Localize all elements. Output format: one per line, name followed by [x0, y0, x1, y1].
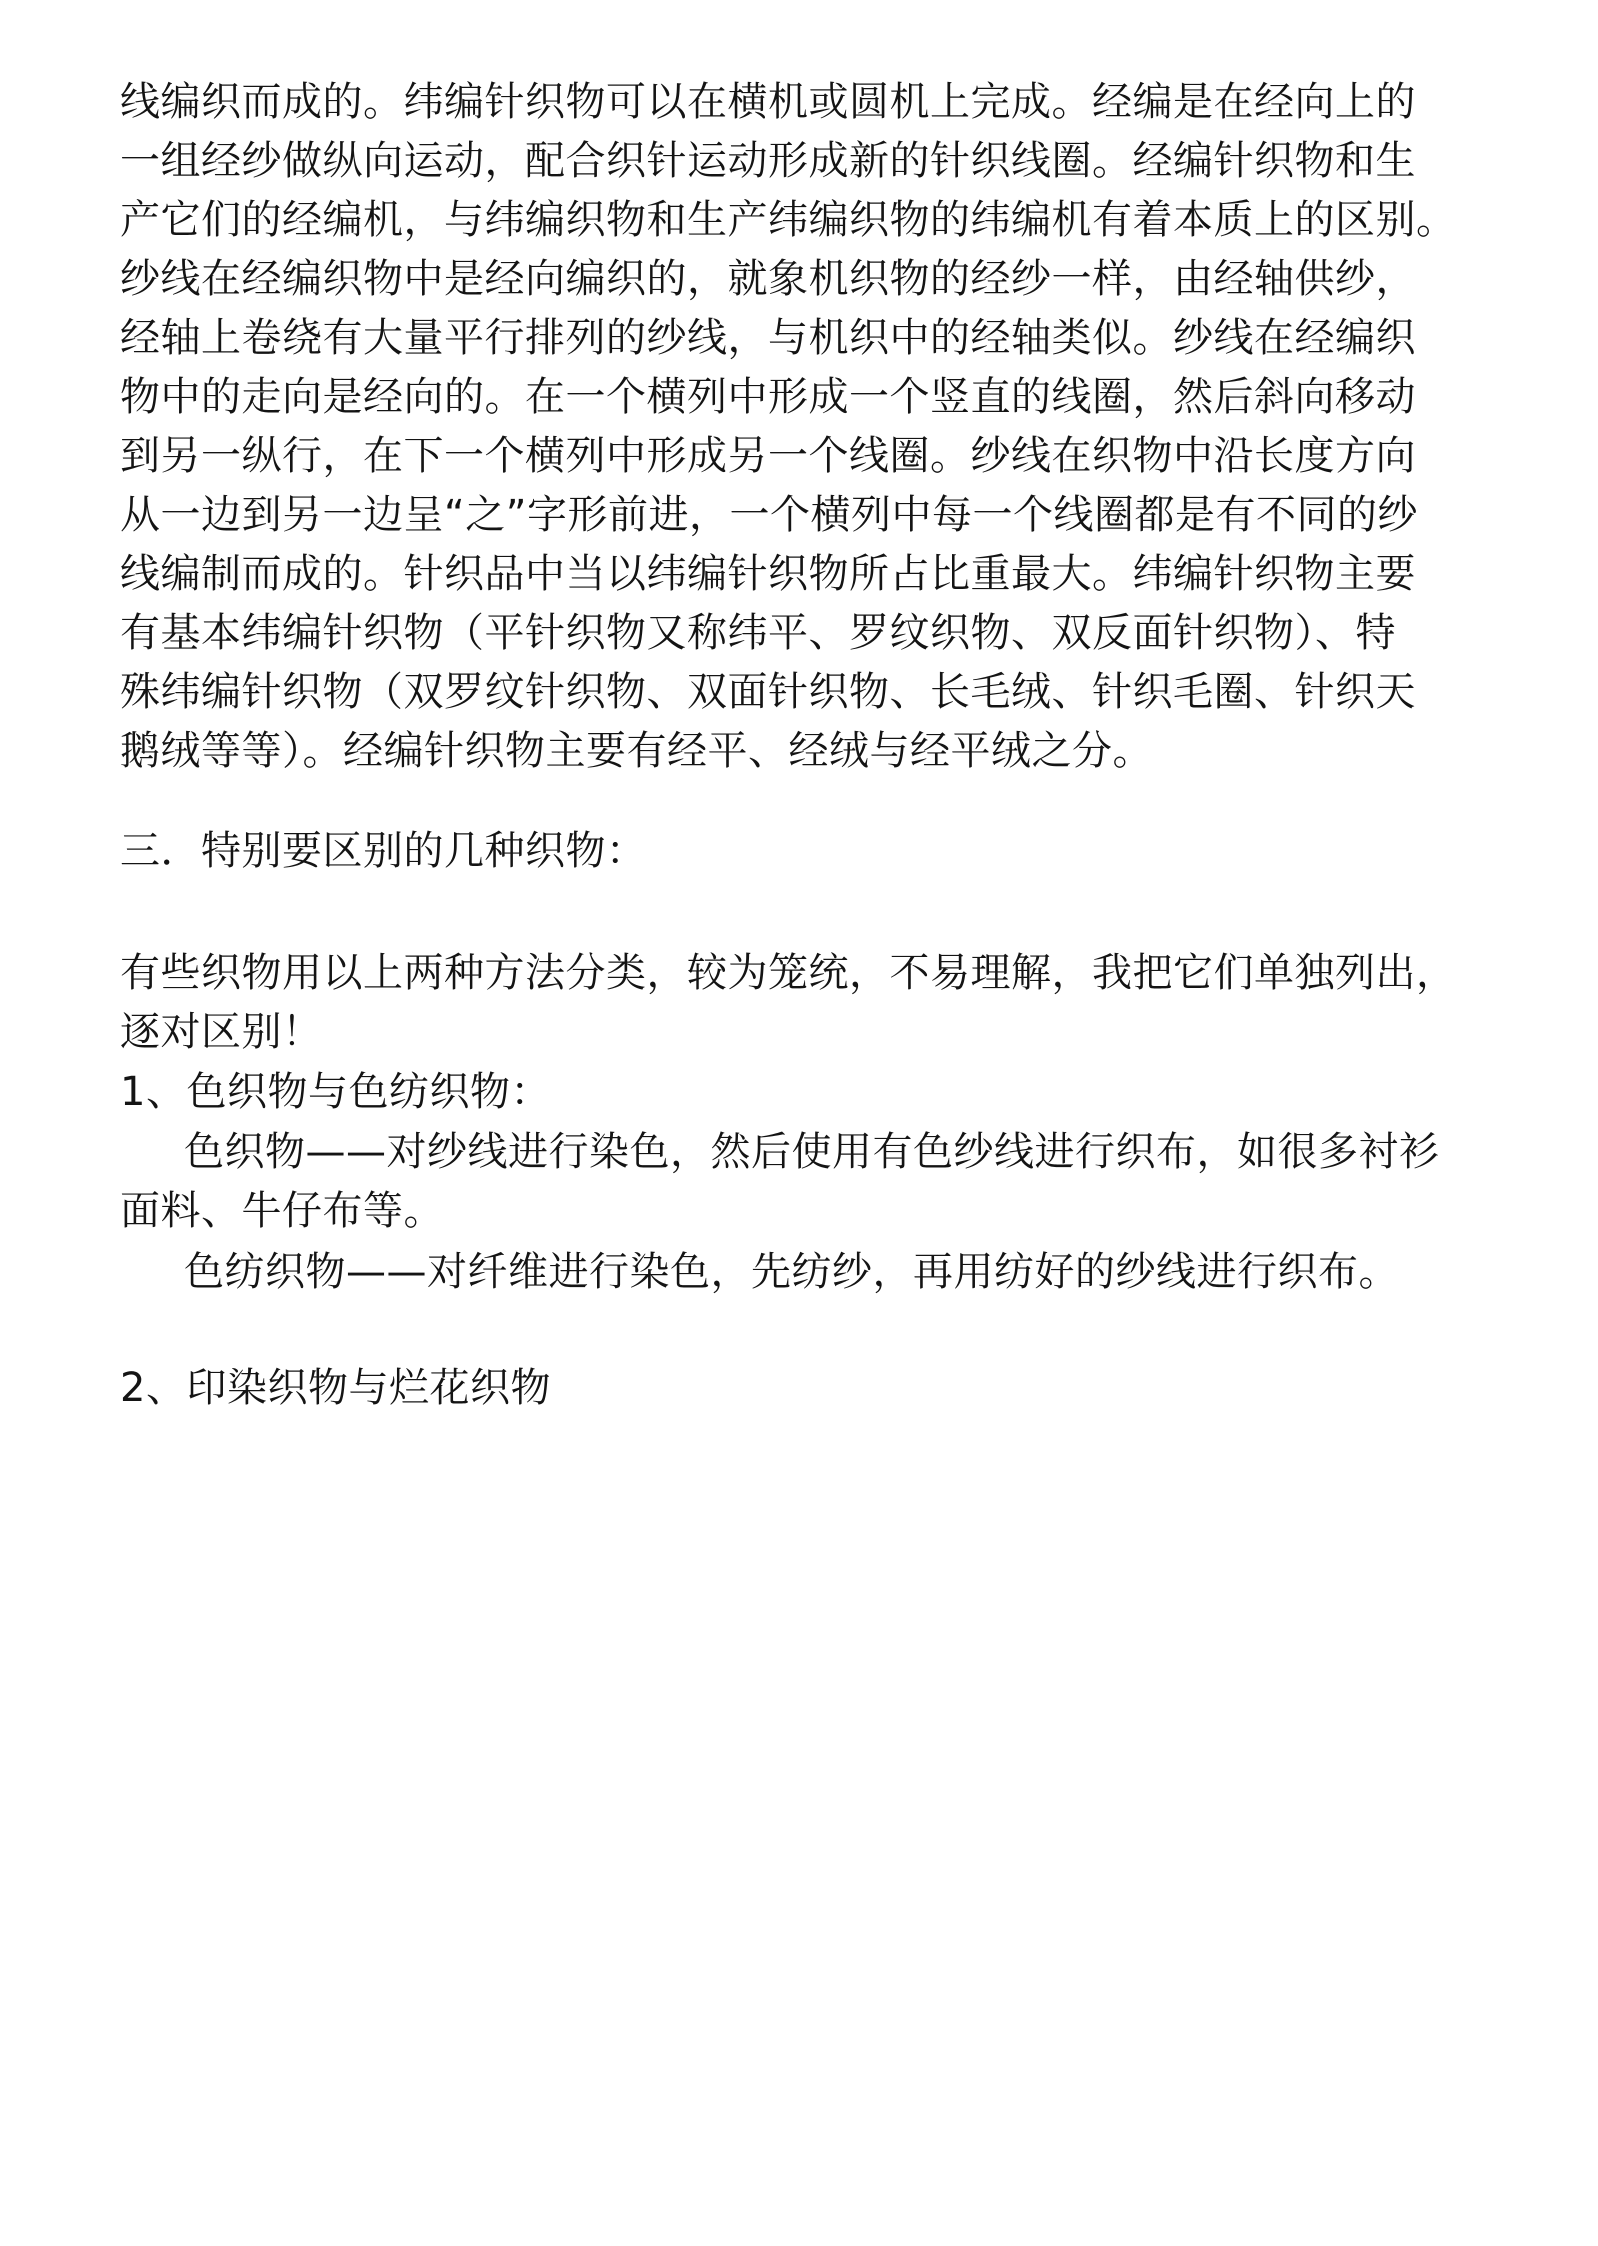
section-heading: 三．特别要区别的几种织物：	[120, 828, 647, 874]
text-line: 鹅绒等等）。经编针织物主要有经平、经绒与经平绒之分。	[120, 728, 1153, 774]
definition-line: 色织物——对纱线进行染色，然后使用有色纱线进行织布，如很多衬衫	[184, 1129, 1440, 1175]
text-line: 到另一纵行，在下一个横列中形成另一个线圈。纱线在织物中沿长度方向	[120, 433, 1416, 479]
text-line: 有基本纬编针织物（平针织物又称纬平、罗纹织物、双反面针织物）、特	[120, 610, 1396, 656]
text-line: 殊纬编针织物（双罗纹针织物、双面针织物、长毛绒、针织毛圈、针织天	[120, 669, 1416, 715]
text-line: 一组经纱做纵向运动，配合织针运动形成新的针织线圈。经编针织物和生	[120, 138, 1416, 184]
item-heading: 2、印染织物与烂花织物	[120, 1365, 551, 1411]
text-line: 有些织物用以上两种方法分类，较为笼统，不易理解，我把它们单独列出，	[120, 950, 1457, 996]
text-line: 线编织而成的。纬编针织物可以在横机或圆机上完成。经编是在经向上的	[120, 79, 1416, 125]
text-line: 产它们的经编机，与纬编织物和生产纬编织物的纬编机有着本质上的区别。	[120, 197, 1457, 243]
definition-line: 色纺织物——对纤维进行染色，先纺纱，再用纺好的纱线进行织布。	[184, 1249, 1399, 1295]
definition-line: 面料、牛仔布等。	[120, 1188, 444, 1234]
item-heading: 1、色织物与色纺织物：	[120, 1069, 551, 1115]
text-line: 从一边到另一边呈“之”字形前进，一个横列中每一个线圈都是有不同的纱	[120, 492, 1418, 538]
text-line: 经轴上卷绕有大量平行排列的纱线，与机织中的经轴类似。纱线在经编织	[120, 315, 1416, 361]
text-line: 物中的走向是经向的。在一个横列中形成一个竖直的线圈，然后斜向移动	[120, 374, 1416, 420]
text-line: 逐对区别！	[120, 1009, 323, 1055]
text-line: 线编制而成的。针织品中当以纬编针织物所占比重最大。纬编针织物主要	[120, 551, 1416, 597]
text-line: 纱线在经编织物中是经向编织的，就象机织物的经纱一样，由经轴供纱，	[120, 256, 1416, 302]
